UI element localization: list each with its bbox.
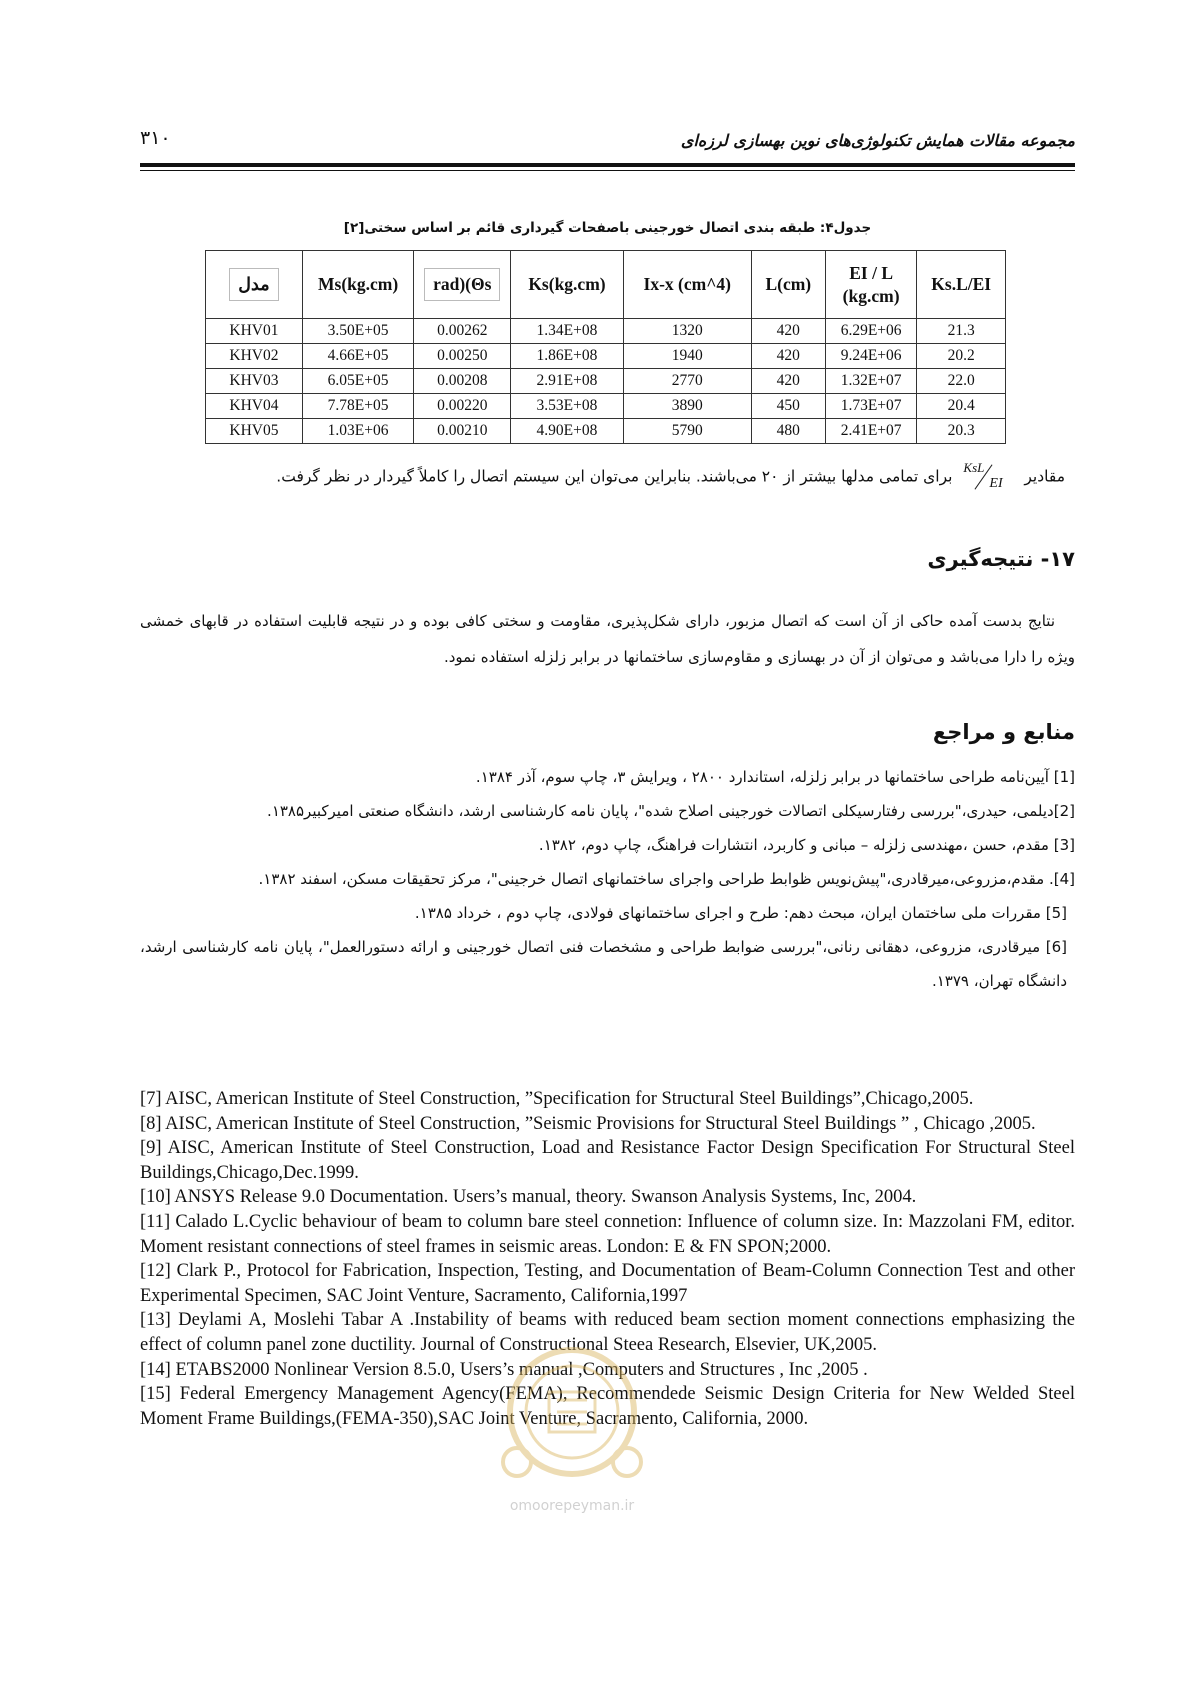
- header-rule-thin: [140, 170, 1075, 171]
- cell-model: KHV02: [206, 344, 303, 369]
- ratio-statement: [160, 460, 1065, 494]
- conclusion-heading: ۱۷- نتیجه‌گیری: [927, 547, 1075, 571]
- header-rule-thick: [140, 163, 1075, 167]
- cell-ms: 3.50E+05: [302, 319, 413, 344]
- cell-ks: 3.53E+08: [511, 394, 624, 419]
- cell-model: KHV03: [206, 369, 303, 394]
- cell-theta: 0.00220: [414, 394, 511, 419]
- reference-item: [12] Clark P., Protocol for Fabrication, Inspection, Testing, and Documentation of Beam-Column Connection Test and other Experimental Specimen, SAC Joint Venture, Sacramento, California,1997: [140, 1261, 1075, 1306]
- reference-item: [1] آیین‌نامه طراحی ساختمانها در برابر زلزله، استاندارد ۲۸۰۰ ، ویرایش ۳، چاپ سوم، آذر ۱۳۸۴.: [475, 768, 1075, 786]
- cell-theta: 0.00210: [414, 419, 511, 444]
- cell-ix: 1940: [623, 344, 751, 369]
- cell-l: 420: [751, 369, 825, 394]
- cell-l: 450: [751, 394, 825, 419]
- cell-l: 420: [751, 344, 825, 369]
- ratio-statement-text: برای تمامی مدلها بیشتر از ۲۰ می‌باشند. بنابراین می‌توان این سیستم اتصال را کاملاً گیردار در نظر گرفت.: [276, 467, 953, 486]
- cell-theta: 0.00250: [414, 344, 511, 369]
- reference-item: [11] Calado L.Cyclic behaviour of beam to column bare steel connetion: Influence of column size. In: Mazzolani FM, editor. Moment resistant connections of steel frames in seismic areas. London: E & FN SPON;2000.: [140, 1211, 1075, 1257]
- cell-ei-l: 6.29E+06: [825, 319, 917, 344]
- cell-ks: 1.34E+08: [511, 319, 624, 344]
- cell-ix: 2770: [623, 369, 751, 394]
- cell-ks: 4.90E+08: [511, 419, 624, 444]
- header-ix: Ix-x (cm^4): [623, 251, 751, 319]
- cell-ratio: 21.3: [917, 319, 1006, 344]
- header-ms: Ms(kg.cm): [302, 251, 413, 319]
- stiffness-table: [205, 250, 1006, 444]
- reference-item: [10] ANSYS Release 9.0 Documentation. Users’s manual, theory. Swanson Analysis Systems, Inc, 2004.: [140, 1187, 917, 1208]
- table-row: [206, 344, 1006, 369]
- cell-ratio: 22.0: [917, 369, 1006, 394]
- reference-item: [4]. مقدم،مزروعی،میرقادری،"پیش‌نویس ظوابط طراحی واجرای ساختمانهای اتصال خرجینی"، مرکز تحقیقات مسکن، اسفند ۱۳۸۲.: [258, 870, 1075, 888]
- reference-item: [7] AISC, American Institute of Steel Construction, ”Specification for Structural Steel Buildings”,Chicago,2005.: [140, 1089, 974, 1109]
- reference-item: [2]دیلمی، حیدری،"بررسی رفتارسیکلی اتصالات خورجینی اصلاح شده"، پایان نامه کارشناسی ارشد، دانشگاه صنعتی امیرکبیر۱۳۸۵.: [267, 802, 1075, 820]
- cell-ei-l: 1.32E+07: [825, 369, 917, 394]
- page-header: [140, 127, 1075, 159]
- table-header-row: [206, 251, 1006, 319]
- table-row: [206, 369, 1006, 394]
- watermark-text: omoorepeyman.ir: [509, 1498, 635, 1514]
- persian-references: [140, 760, 1075, 998]
- watermark-seal-icon: [487, 1330, 657, 1495]
- references-heading: منابع و مراجع: [932, 720, 1075, 744]
- cell-ix: 1320: [623, 319, 751, 344]
- table-row: [206, 394, 1006, 419]
- watermark-logo: [487, 1330, 657, 1520]
- cell-l: 480: [751, 419, 825, 444]
- cell-ei-l: 1.73E+07: [825, 394, 917, 419]
- cell-theta: 0.00208: [414, 369, 511, 394]
- cell-ix: 3890: [623, 394, 751, 419]
- cell-ms: 6.05E+05: [302, 369, 413, 394]
- cell-ks: 1.86E+08: [511, 344, 624, 369]
- cell-ratio: 20.3: [917, 419, 1006, 444]
- header-ks: Ks(kg.cm): [511, 251, 624, 319]
- cell-model: KHV01: [206, 319, 303, 344]
- conclusion-paragraph: نتایج بدست آمده حاکی از آن است که اتصال مزبور، دارای شکل‌پذیری، مقاومت و سختی کافی بوده و در نتیجه قابلیت استفاده در قابهای خمشی ویژه را دارا می‌باشد و می‌توان از آن در بهسازی و مقاوم‌سازی ساختمانها در برابر زلزله استفاده نمود.: [140, 612, 1075, 666]
- cell-ratio: 20.4: [917, 394, 1006, 419]
- cell-theta: 0.00262: [414, 319, 511, 344]
- page-number: ۳۱۰: [140, 127, 171, 149]
- cell-model: KHV04: [206, 394, 303, 419]
- cell-ei-l: 2.41E+07: [825, 419, 917, 444]
- table-row: [206, 319, 1006, 344]
- cell-ratio: 20.2: [917, 344, 1006, 369]
- cell-ei-l: 9.24E+06: [825, 344, 917, 369]
- header-ratio: Ks.L/EI: [917, 251, 1006, 319]
- reference-item: [6] میرقادری، مزروعی، دهقانی رنانی،"بررسی ضوابط طراحی و مشخصات فنی اتصال خورجینی و ارائه دستورالعمل"، پایان نامه کارشناسی ارشد، دانشگاه تهران، ۱۳۷۹.: [140, 938, 1067, 990]
- table-caption: جدول۴: طبقه بندی اتصال خورجینی باصفحات گیرداری قائم بر اساس سختی[۲]: [343, 220, 872, 236]
- table-row: [206, 419, 1006, 444]
- cell-ix: 5790: [623, 419, 751, 444]
- reference-item: [3] مقدم، حسن ،مهندسی زلزله – مبانی و کاربرد، انتشارات فراهنگ، چاپ دوم، ۱۳۸۲.: [538, 836, 1075, 854]
- cell-l: 420: [751, 319, 825, 344]
- header-ei-l-line2: (kg.cm): [842, 285, 900, 306]
- header-l: L(cm): [751, 251, 825, 319]
- ratio-numerator: KsL: [963, 460, 985, 475]
- cell-model: KHV05: [206, 419, 303, 444]
- header-theta: [414, 251, 511, 319]
- cell-ks: 2.91E+08: [511, 369, 624, 394]
- cell-ms: 4.66E+05: [302, 344, 413, 369]
- ratio-denominator: EI: [989, 476, 1003, 491]
- header-model: [206, 251, 303, 319]
- ks-l-over-ei-symbol: [963, 460, 1013, 494]
- ratio-statement-prefix: مقادیر: [1024, 467, 1065, 486]
- running-title: مجموعه مقالات همایش تکنولوژی‌های نوین بهسازی لرزه‌ای: [680, 131, 1075, 150]
- reference-item: [15] Federal Emergency Management Agency(FEMA), Recommendede Seismic Design Criteria for New Welded Steel Moment Frame Buildings,(FEMA-350),SAC Joint Venture, Sacramento, California, 2000.: [140, 1384, 1075, 1429]
- reference-item: [5] مقررات ملی ساختمان ایران، مبحث دهم: طرح و اجرای ساختمانهای فولادی، چاپ دوم ، خرداد ۱۳۸۵.: [414, 904, 1067, 922]
- reference-item: [13] Deylami A, Moslehi Tabar A .Instability of beams with reduced beam section moment connections emphasizing the effect of column panel zone ductility. Journal of Constructional Steea Research, Elsevier, UK,2005.: [140, 1310, 1075, 1355]
- reference-item: [8] AISC, American Institute of Steel Construction, ”Seismic Provisions for Structural Steel Buildings ” , Chicago ,2005.: [140, 1113, 1036, 1134]
- cell-ms: 1.03E+06: [302, 419, 413, 444]
- cell-ms: 7.78E+05: [302, 394, 413, 419]
- header-theta-label: rad)(Θs: [424, 268, 500, 301]
- reference-item: [14] ETABS2000 Nonlinear Version 8.5.0, Users’s manual ,Computers and Structures , Inc ,2005 .: [140, 1359, 868, 1380]
- header-ei-l: [825, 251, 917, 319]
- header-ei-l-line1: EI / L: [849, 262, 893, 283]
- reference-item: [9] AISC, American Institute of Steel Construction, Load and Resistance Factor Design Specification For Structural Steel Buildings,Chicago,Dec.1999.: [140, 1138, 1075, 1183]
- header-model-label: مدل: [229, 268, 278, 301]
